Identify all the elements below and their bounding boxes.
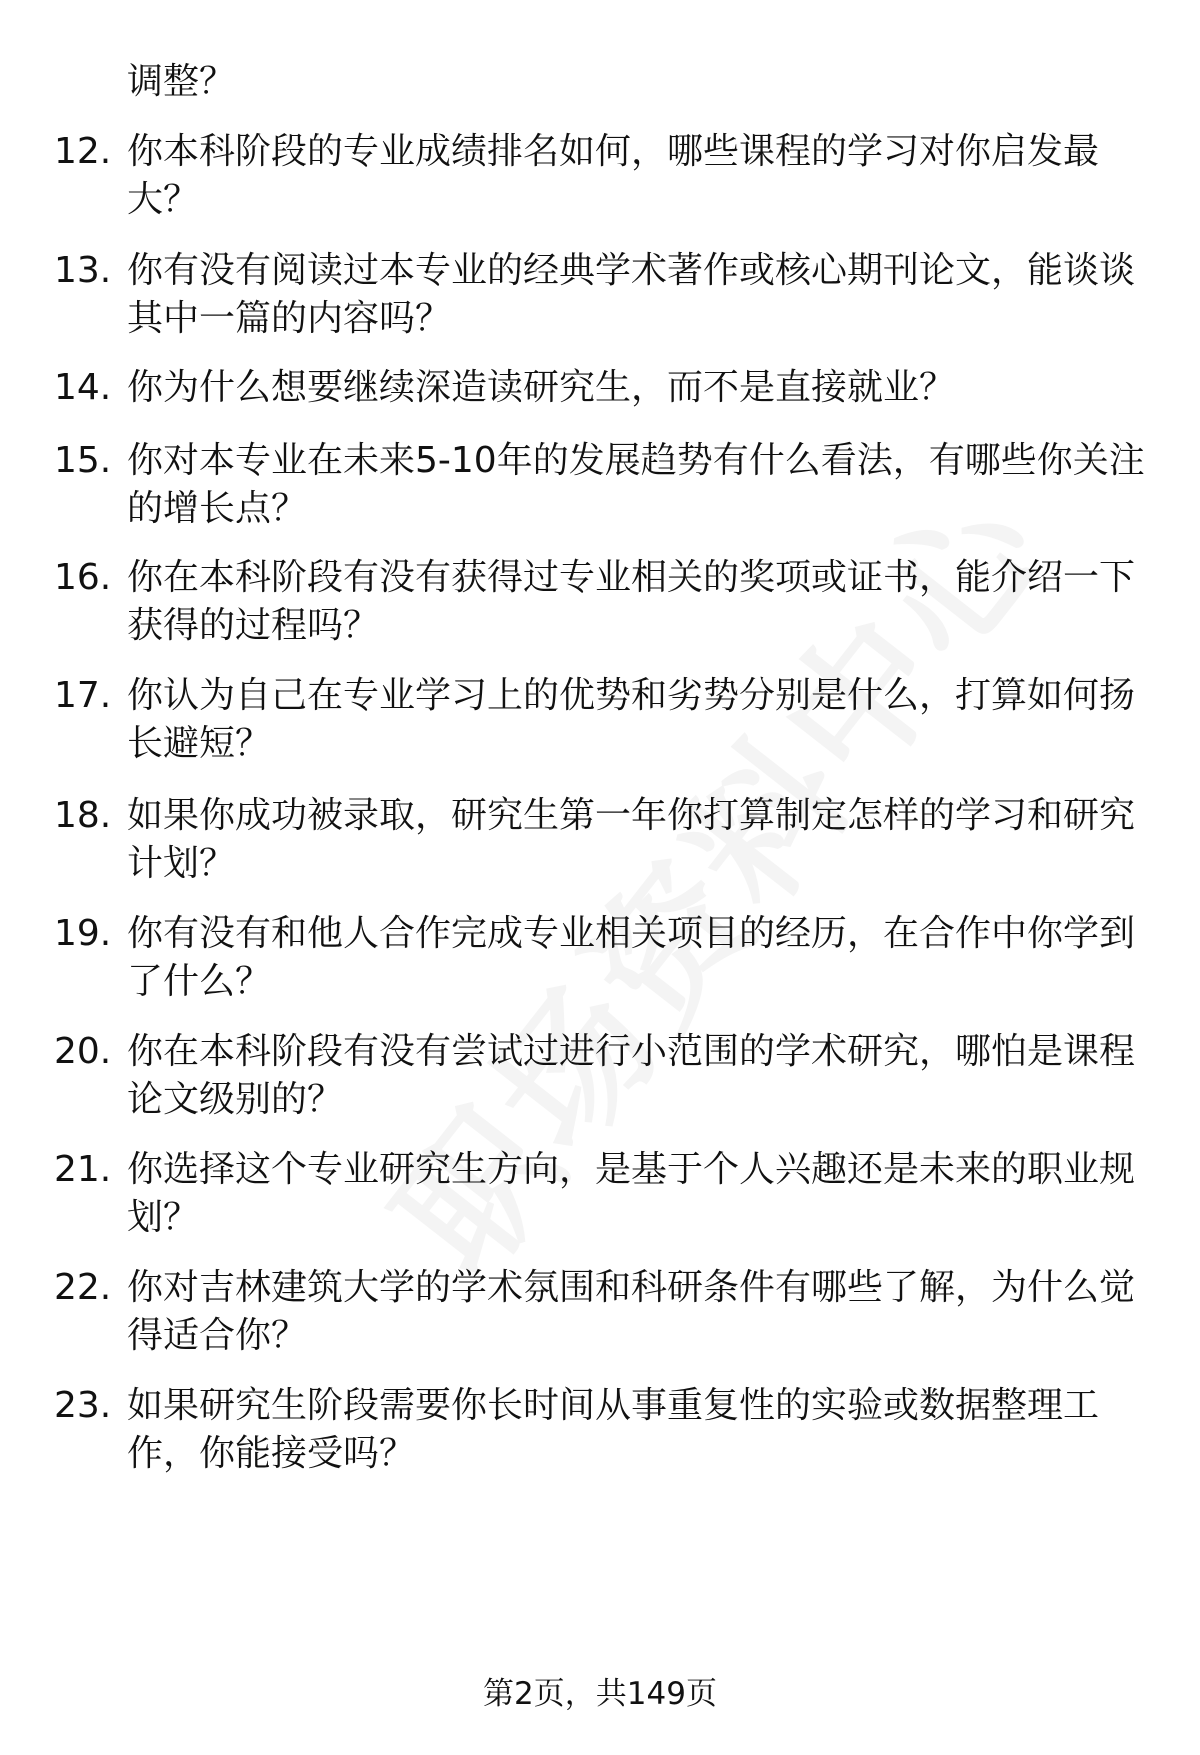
question-text — [127, 437, 1147, 533]
question-number: 22. — [54, 1267, 112, 1308]
question-line: 的增长点？ — [127, 488, 308, 529]
question-text — [127, 247, 1147, 343]
question-number: 17. — [54, 675, 112, 716]
question-number: 21. — [54, 1149, 112, 1190]
question-text — [127, 1264, 1147, 1360]
question-line: 作，你能接受吗？ — [127, 1433, 416, 1474]
question-line: 其中一篇的内容吗？ — [127, 298, 452, 339]
question-line: 了什么？ — [127, 961, 272, 1002]
question-text — [127, 792, 1147, 888]
question-number: 14. — [54, 367, 112, 408]
question-line: 你有没有阅读过本专业的经典学术著作或核心期刊论文，能谈谈 — [127, 250, 1136, 291]
question-line: 如果你成功被录取，研究生第一年你打算制定怎样的学习和研究 — [127, 795, 1136, 836]
question-line: 如果研究生阶段需要你长时间从事重复性的实验或数据整理工 — [127, 1385, 1100, 1426]
question-line: 得适合你？ — [127, 1315, 308, 1356]
question-text — [127, 554, 1147, 650]
question-line: 大？ — [127, 179, 200, 220]
question-number: 15. — [54, 440, 112, 481]
question-line: 你选择这个专业研究生方向，是基于个人兴趣还是未来的职业规 — [127, 1149, 1136, 1190]
question-line: 划？ — [127, 1197, 200, 1238]
question-number: 23. — [54, 1385, 112, 1426]
question-line: 计划？ — [127, 843, 236, 884]
question-line: 论文级别的？ — [127, 1079, 344, 1120]
question-text — [127, 1028, 1147, 1124]
question-text — [127, 1382, 1147, 1478]
question-text — [127, 128, 1147, 224]
page-footer: 第2页，共149页 — [483, 1676, 717, 1712]
question-number: 20. — [54, 1031, 112, 1072]
question-number: 12. — [54, 131, 112, 172]
question-number: 16. — [54, 557, 112, 598]
question-text — [127, 910, 1147, 1006]
question-line: 你为什么想要继续深造读研究生，而不是直接就业？ — [127, 367, 956, 408]
question-line: 你本科阶段的专业成绩排名如何，哪些课程的学习对你启发最 — [127, 131, 1100, 172]
question-number: 13. — [54, 250, 112, 291]
question-text — [127, 672, 1147, 768]
question-line: 获得的过程吗？ — [127, 605, 380, 646]
question-number: 18. — [54, 795, 112, 836]
question-line: 你对吉林建筑大学的学术氛围和科研条件有哪些了解，为什么觉 — [127, 1267, 1136, 1308]
question-line: 你在本科阶段有没有获得过专业相关的奖项或证书，能介绍一下 — [127, 557, 1136, 598]
continuation-text: 调整？ — [127, 61, 236, 102]
question-text — [127, 364, 1147, 412]
question-line: 你有没有和他人合作完成专业相关项目的经历，在合作中你学到 — [127, 913, 1136, 954]
question-line: 你对本专业在未来5-10年的发展趋势有什么看法，有哪些你关注 — [127, 440, 1145, 481]
question-text — [127, 1146, 1147, 1242]
question-line: 长避短？ — [127, 723, 272, 764]
question-number: 19. — [54, 913, 112, 954]
question-line: 你认为自己在专业学习上的优势和劣势分别是什么，打算如何扬 — [127, 675, 1136, 716]
question-line: 你在本科阶段有没有尝试过进行小范围的学术研究，哪怕是课程 — [127, 1031, 1136, 1072]
